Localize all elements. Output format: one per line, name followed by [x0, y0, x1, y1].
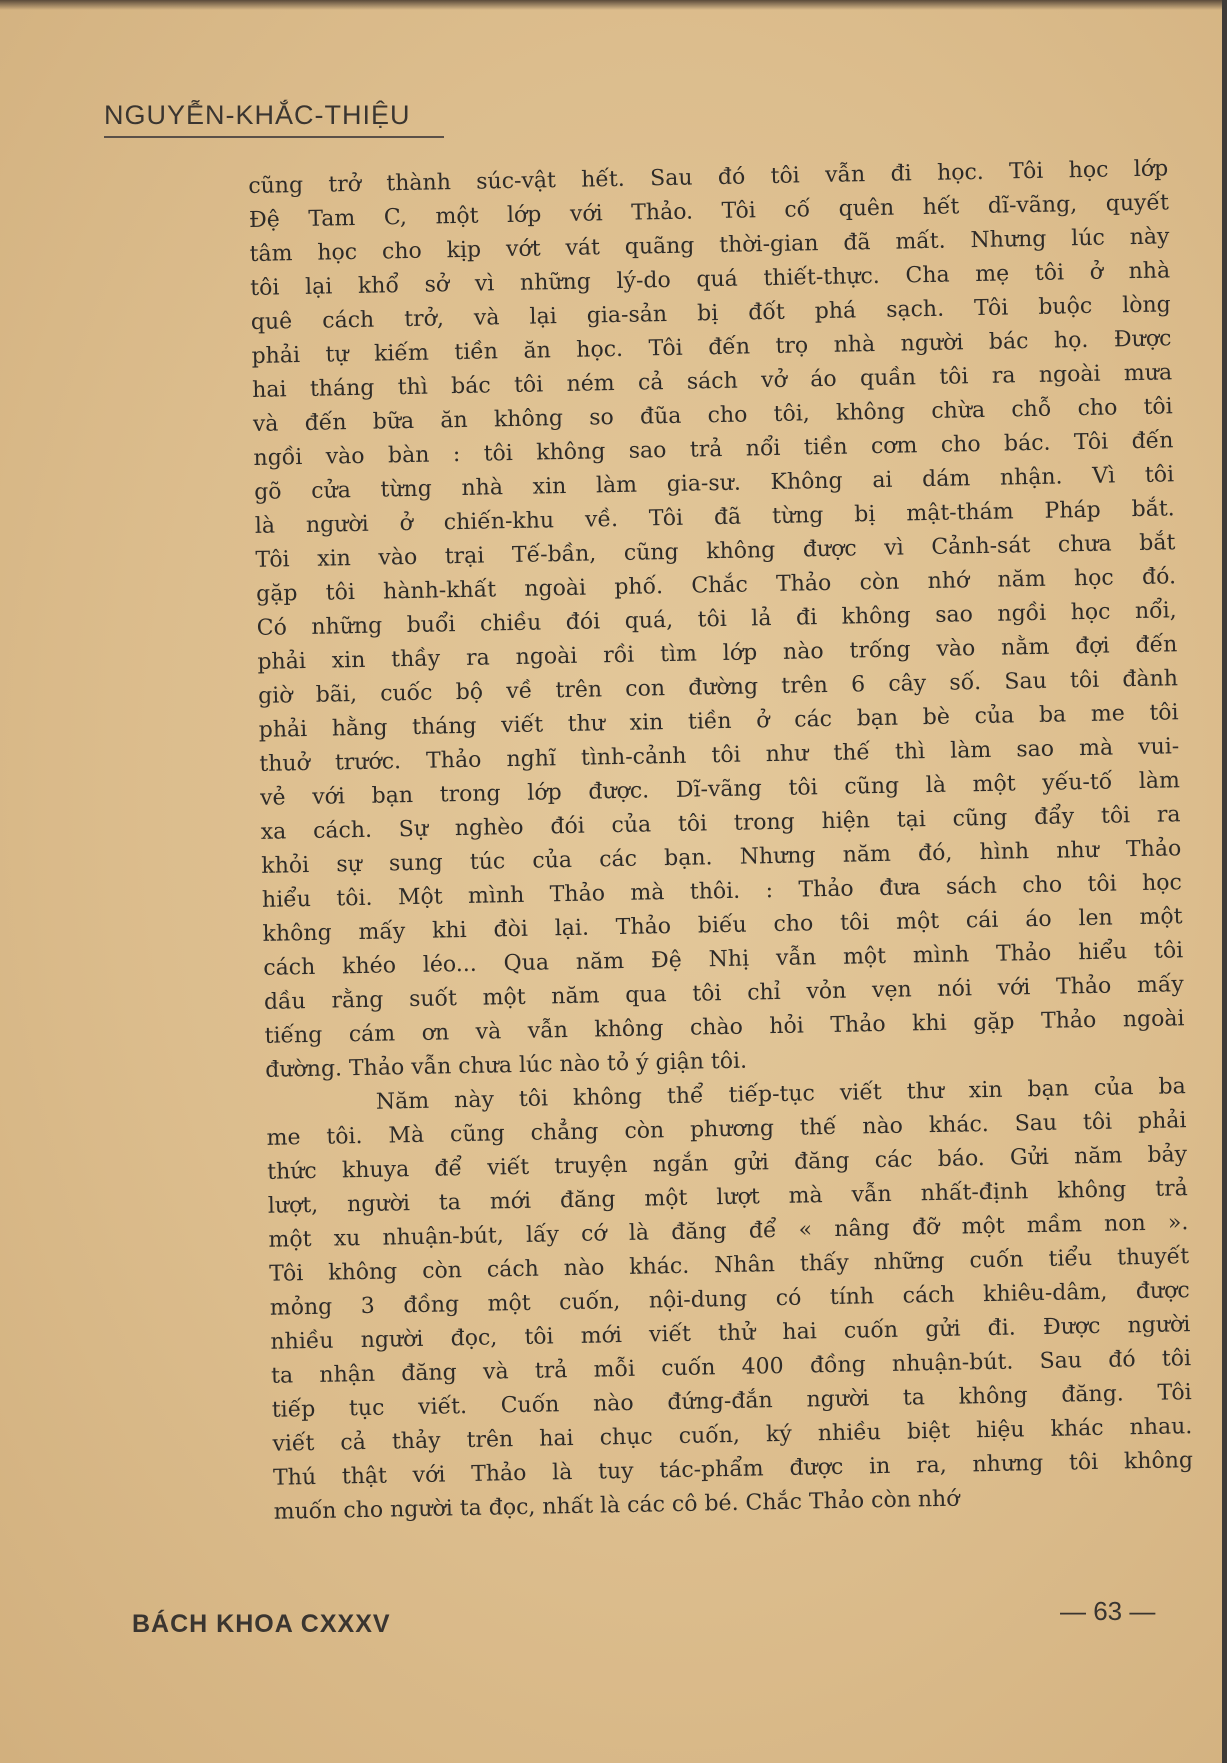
text-line: phải hằng tháng viết thư xin tiền ở các bạn bè của ba me tôi	[258, 700, 1179, 743]
page-number: — 63 —	[1060, 1596, 1156, 1626]
text-line: Có những buổi chiều đói quá, tôi lả đi không sao ngồi học nổi,	[256, 598, 1177, 641]
text-line: muốn cho người ta đọc, nhất là các cô bé. Chắc Thảo còn nhớ	[273, 1486, 960, 1525]
magazine-issue-footer: BÁCH KHOA CXXXV	[132, 1610, 391, 1638]
text-line: Thú thật với Thảo là tuy tác-phẩm được in ra, nhưng tôi không	[272, 1448, 1194, 1491]
text-line: mỏng 3 đồng một cuốn, nội-dung có tính cách khiêu-dâm, được	[269, 1278, 1190, 1321]
text-line: đường. Thảo vẫn chưa lúc nào tỏ ý giận tôi.	[265, 1048, 748, 1083]
text-line: thức khuya để viết truyện ngắn gửi đăng các báo. Gửi năm bảy	[267, 1142, 1188, 1185]
text-line: tiếng cám ơn và vẫn không chào hỏi Thảo khi gặp Thảo ngoài	[264, 1006, 1185, 1049]
text-line: lượt, người ta mới đăng một lượt mà vẫn nhất-định không trả	[267, 1176, 1188, 1219]
text-line: dầu rằng suốt một năm qua tôi chỉ vỏn vẹn nói với Thảo mấy	[263, 972, 1185, 1015]
text-line: Tôi không còn cách nào khác. Nhân thấy những cuốn tiểu thuyết	[268, 1244, 1190, 1287]
text-line: tâm học cho kịp vớt vát quãng thời-gian đã mất. Nhưng lúc này	[249, 224, 1170, 267]
text-line: gõ cửa từng nhà xin làm gia-sư. Không ai dám nhận. Vì tôi	[253, 462, 1175, 505]
text-line: là người ở chiến-khu về. Tôi đã từng bị mật-thám Pháp bắt.	[254, 496, 1175, 539]
text-line: phải tự kiếm tiền ăn học. Tôi đến trọ nhà người bác họ. Được	[251, 326, 1172, 369]
text-line: phải xin thầy ra ngoài rồi tìm lớp nào trống vào nằm đợi đến	[257, 632, 1178, 675]
text-line: xa cách. Sự nghèo đói của tôi trong hiện tại cũng đẩy tôi ra	[260, 802, 1181, 845]
running-head-rule	[104, 136, 444, 138]
text-line: viết cả thảy trên hai chục cuốn, ký nhiều biệt hiệu khác nhau.	[272, 1414, 1193, 1457]
text-line: ngồi vào bàn : tôi không sao trả nổi tiền cơm cho bác. Tôi đến	[253, 428, 1174, 471]
text-line: gặp tôi hành-khất ngoài phố. Chắc Thảo còn nhớ năm học đó.	[255, 564, 1177, 607]
text-line: khỏi sự sung túc của các bạn. Nhưng năm đó, hình như Thảo	[261, 836, 1182, 879]
running-head: NGUYỄN-KHẮC-THIỆU	[104, 100, 411, 130]
text-line: không mấy khi đòi lại. Thảo biếu cho tôi một cái áo len một	[262, 904, 1183, 947]
text-line: tiếp tục viết. Cuốn nào đứng-đắn người ta không đăng. Tôi	[271, 1380, 1192, 1423]
text-line: cũng trở thành súc-vật hết. Sau đó tôi vẫn đi học. Tôi học lớp	[248, 156, 1169, 199]
text-line: Tôi xin vào trại Tế-bần, cũng không được vì Cảnh-sát chưa bắt	[255, 530, 1176, 573]
text-line: hai tháng thì bác tôi ném cả sách vở áo quần tôi ra ngoài mưa	[251, 360, 1173, 403]
text-line: Năm này tôi không thể tiếp-tục viết thư xin bạn của ba	[375, 1074, 1187, 1115]
text-line: quê cách trở, và lại gia-sản bị đốt phá sạch. Tôi buộc lòng	[250, 292, 1171, 335]
text-line: vẻ với bạn trong lớp được. Dĩ-vãng tôi cũng là một yếu-tố làm	[259, 768, 1181, 811]
text-line: me tôi. Mà cũng chẳng còn phương thế nào khác. Sau tôi phải	[266, 1108, 1187, 1151]
text-line: ta nhận đăng và trả mỗi cuốn 400 đồng nhuận-bút. Sau đó tôi	[270, 1346, 1192, 1389]
text-line: thuở trước. Thảo nghĩ tình-cảnh tôi như thế thì làm sao mà vui-	[259, 734, 1180, 777]
body-text	[248, 152, 1194, 1529]
text-line: nhiều người đọc, tôi mới viết thử hai cuốn gửi đi. Được người	[270, 1312, 1191, 1355]
text-line: cách khéo léo... Qua năm Đệ Nhị vẫn một mình Thảo hiểu tôi	[263, 938, 1184, 981]
text-line: tôi lại khổ sở vì những lý-do quá thiết-thực. Cha mẹ tôi ở nhà	[250, 258, 1171, 301]
text-line: hiểu tôi. Một mình Thảo mà thôi. : Thảo đưa sách cho tôi học	[261, 870, 1183, 913]
text-line: Đệ Tam C, một lớp với Thảo. Tôi cố quên hết dĩ-vãng, quyết	[248, 190, 1170, 233]
text-line: giờ bãi, cuốc bộ về trên con đường trên 6 cây số. Sau tôi đành	[257, 666, 1179, 709]
text-line: và đến bữa ăn không so đũa cho tôi, không chừa chỗ cho tôi	[252, 394, 1173, 437]
text-line: một xu nhuận-bút, lấy cớ là đăng để « nâng đỡ một mầm non ».	[268, 1210, 1189, 1253]
